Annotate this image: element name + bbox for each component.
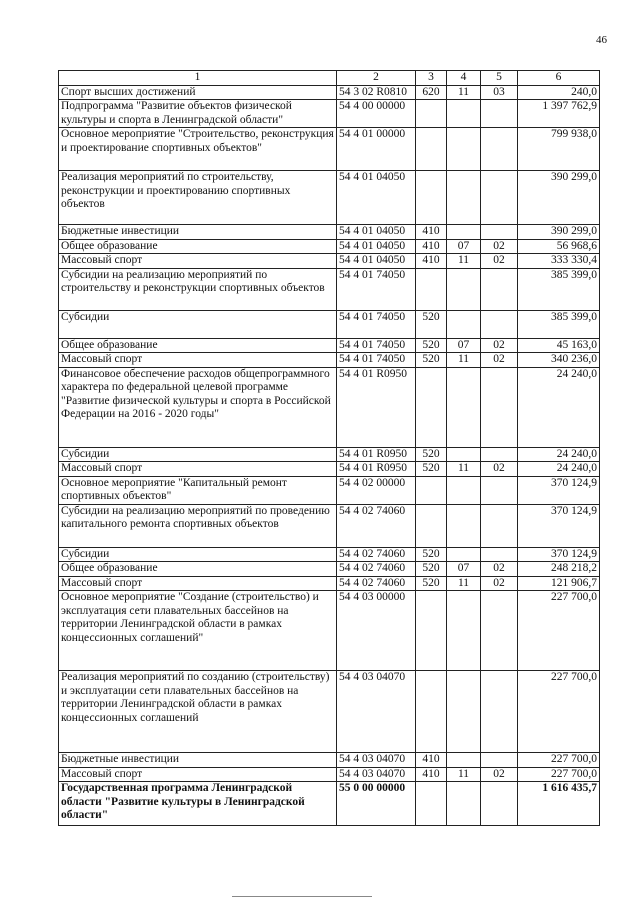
row-col3 xyxy=(416,100,447,128)
row-code: 54 4 01 R0950 xyxy=(337,447,416,462)
page-number: 46 xyxy=(596,34,607,46)
row-col3: 520 xyxy=(416,338,447,353)
row-col4: 07 xyxy=(447,338,481,353)
row-col3: 520 xyxy=(416,353,447,368)
row-col3 xyxy=(416,504,447,547)
table-row xyxy=(59,353,600,368)
row-amount: 390 299,0 xyxy=(518,171,600,225)
row-name: Массовый спорт xyxy=(59,254,337,269)
row-col3 xyxy=(416,476,447,504)
table-row xyxy=(59,85,600,100)
row-name: Подпрограмма "Развитие объектов физической культуры и спорта в Ленинградской области" xyxy=(59,100,337,128)
row-col3 xyxy=(416,591,447,671)
row-code: 54 4 03 00000 xyxy=(337,591,416,671)
row-col4 xyxy=(447,171,481,225)
table-row xyxy=(59,767,600,782)
table-row xyxy=(59,128,600,171)
row-code: 54 4 02 74060 xyxy=(337,576,416,591)
table-row xyxy=(59,338,600,353)
table-row xyxy=(59,462,600,477)
row-col5: 02 xyxy=(481,767,518,782)
row-name: Массовый спорт xyxy=(59,767,337,782)
row-col5 xyxy=(481,128,518,171)
table-header-row xyxy=(59,71,600,86)
row-amount: 1 616 435,7 xyxy=(518,782,600,826)
row-name: Субсидии xyxy=(59,547,337,562)
row-col3 xyxy=(416,128,447,171)
table-row xyxy=(59,753,600,768)
row-name: Общее образование xyxy=(59,338,337,353)
row-code: 54 4 01 04050 xyxy=(337,171,416,225)
row-col5: 02 xyxy=(481,562,518,577)
row-amount: 227 700,0 xyxy=(518,591,600,671)
row-col3: 410 xyxy=(416,753,447,768)
row-name: Основное мероприятие "Строительство, реконструкция и проектирование спортивных объектов" xyxy=(59,128,337,171)
row-code: 55 0 00 00000 xyxy=(337,782,416,826)
row-col5 xyxy=(481,591,518,671)
row-code: 54 4 01 04050 xyxy=(337,254,416,269)
row-code: 54 4 02 74060 xyxy=(337,562,416,577)
row-amount: 333 330,4 xyxy=(518,254,600,269)
row-col3: 520 xyxy=(416,562,447,577)
row-col3: 620 xyxy=(416,85,447,100)
row-code: 54 4 00 00000 xyxy=(337,100,416,128)
row-col3: 520 xyxy=(416,310,447,338)
row-code: 54 4 03 04070 xyxy=(337,767,416,782)
row-col4 xyxy=(447,367,481,447)
row-name: Бюджетные инвестиции xyxy=(59,753,337,768)
row-name: Субсидии на реализацию мероприятий по проведению капитального ремонта спортивных объектов xyxy=(59,504,337,547)
row-col3 xyxy=(416,367,447,447)
row-col5 xyxy=(481,671,518,753)
table-row xyxy=(59,254,600,269)
row-name: Массовый спорт xyxy=(59,462,337,477)
row-name: Финансовое обеспечение расходов общепрограммного характера по федеральной целевой программе "Развитие физической культуры и спорта в Российской Федерации на 2016 - 2020 годы" xyxy=(59,367,337,447)
row-code: 54 4 01 R0950 xyxy=(337,462,416,477)
row-col5 xyxy=(481,547,518,562)
row-amount: 799 938,0 xyxy=(518,128,600,171)
row-col4: 11 xyxy=(447,462,481,477)
row-col4: 07 xyxy=(447,239,481,254)
row-col4 xyxy=(447,504,481,547)
row-col4 xyxy=(447,100,481,128)
row-col5 xyxy=(481,753,518,768)
row-col3 xyxy=(416,782,447,826)
row-code: 54 4 02 74060 xyxy=(337,547,416,562)
row-col4: 11 xyxy=(447,254,481,269)
row-name: Государственная программа Ленинградской области "Развитие культуры в Ленинградской области" xyxy=(59,782,337,826)
row-amount: 24 240,0 xyxy=(518,447,600,462)
row-col5: 02 xyxy=(481,576,518,591)
header-cell: 5 xyxy=(481,71,518,86)
row-name: Реализация мероприятий по строительству, реконструкции и проектированию спортивных объектов xyxy=(59,171,337,225)
table-row xyxy=(59,576,600,591)
row-amount: 390 299,0 xyxy=(518,225,600,240)
row-col4: 11 xyxy=(447,576,481,591)
row-code: 54 4 02 00000 xyxy=(337,476,416,504)
row-col3: 410 xyxy=(416,239,447,254)
table-row xyxy=(59,268,600,310)
row-name: Массовый спорт xyxy=(59,576,337,591)
row-code: 54 4 03 04070 xyxy=(337,671,416,753)
row-col5 xyxy=(481,447,518,462)
row-col5: 03 xyxy=(481,85,518,100)
table-row xyxy=(59,591,600,671)
row-name: Общее образование xyxy=(59,562,337,577)
row-col3: 520 xyxy=(416,576,447,591)
row-amount: 248 218,2 xyxy=(518,562,600,577)
row-amount: 227 700,0 xyxy=(518,767,600,782)
row-name: Бюджетные инвестиции xyxy=(59,225,337,240)
row-col4 xyxy=(447,547,481,562)
row-col4 xyxy=(447,671,481,753)
row-col4 xyxy=(447,128,481,171)
row-col5 xyxy=(481,268,518,310)
row-col3: 520 xyxy=(416,547,447,562)
table-row xyxy=(59,547,600,562)
row-name: Основное мероприятие "Капитальный ремонт спортивных объектов" xyxy=(59,476,337,504)
row-col5 xyxy=(481,100,518,128)
row-amount: 340 236,0 xyxy=(518,353,600,368)
row-col3: 410 xyxy=(416,254,447,269)
row-col5 xyxy=(481,171,518,225)
row-col4 xyxy=(447,476,481,504)
row-col3: 410 xyxy=(416,767,447,782)
table-row xyxy=(59,171,600,225)
row-code: 54 4 01 74050 xyxy=(337,268,416,310)
row-name: Реализация мероприятий по созданию (строительству) и эксплуатации сети плавательных бассейнов на территории Ленинградской области в рамках концессионных соглашений xyxy=(59,671,337,753)
row-name: Спорт высших достижений xyxy=(59,85,337,100)
table-row xyxy=(59,225,600,240)
header-cell: 6 xyxy=(518,71,600,86)
header-cell: 1 xyxy=(59,71,337,86)
row-code: 54 4 01 74050 xyxy=(337,338,416,353)
row-col5: 02 xyxy=(481,254,518,269)
row-col3: 410 xyxy=(416,225,447,240)
row-amount: 1 397 762,9 xyxy=(518,100,600,128)
table-row xyxy=(59,504,600,547)
row-amount: 385 399,0 xyxy=(518,268,600,310)
row-amount: 370 124,9 xyxy=(518,547,600,562)
row-code: 54 3 02 R0810 xyxy=(337,85,416,100)
table-row xyxy=(59,562,600,577)
row-amount: 370 124,9 xyxy=(518,476,600,504)
row-col4: 11 xyxy=(447,767,481,782)
row-col5 xyxy=(481,782,518,826)
row-code: 54 4 01 04050 xyxy=(337,239,416,254)
row-col4 xyxy=(447,591,481,671)
row-col5 xyxy=(481,225,518,240)
row-name: Массовый спорт xyxy=(59,353,337,368)
row-name: Субсидии на реализацию мероприятий по строительству и реконструкции спортивных объектов xyxy=(59,268,337,310)
row-code: 54 4 01 R0950 xyxy=(337,367,416,447)
row-code: 54 4 01 00000 xyxy=(337,128,416,171)
row-col5 xyxy=(481,504,518,547)
row-col4 xyxy=(447,268,481,310)
row-col5 xyxy=(481,367,518,447)
row-col4 xyxy=(447,310,481,338)
table-row xyxy=(59,782,600,826)
row-amount: 45 163,0 xyxy=(518,338,600,353)
table-row xyxy=(59,671,600,753)
row-name: Общее образование xyxy=(59,239,337,254)
row-col3 xyxy=(416,268,447,310)
row-col3: 520 xyxy=(416,462,447,477)
row-code: 54 4 01 74050 xyxy=(337,353,416,368)
row-code: 54 4 01 04050 xyxy=(337,225,416,240)
row-col5 xyxy=(481,310,518,338)
table-row xyxy=(59,447,600,462)
row-amount: 385 399,0 xyxy=(518,310,600,338)
row-amount: 121 906,7 xyxy=(518,576,600,591)
row-amount: 227 700,0 xyxy=(518,671,600,753)
row-code: 54 4 03 04070 xyxy=(337,753,416,768)
row-amount: 56 968,6 xyxy=(518,239,600,254)
table-row xyxy=(59,239,600,254)
row-col4 xyxy=(447,447,481,462)
header-cell: 4 xyxy=(447,71,481,86)
row-amount: 227 700,0 xyxy=(518,753,600,768)
row-col3 xyxy=(416,671,447,753)
row-col4 xyxy=(447,782,481,826)
row-col5: 02 xyxy=(481,462,518,477)
budget-table xyxy=(58,70,600,826)
row-col3 xyxy=(416,171,447,225)
row-col5: 02 xyxy=(481,239,518,254)
row-col4: 11 xyxy=(447,85,481,100)
row-col4 xyxy=(447,225,481,240)
header-cell: 2 xyxy=(337,71,416,86)
row-col4: 11 xyxy=(447,353,481,368)
row-col5: 02 xyxy=(481,353,518,368)
row-col5 xyxy=(481,476,518,504)
row-amount: 370 124,9 xyxy=(518,504,600,547)
scan-artifact-line xyxy=(232,896,372,897)
row-name: Основное мероприятие "Создание (строительство) и эксплуатация сети плавательных бассейнов на территории Ленинградской области в рамках концессионных соглашений" xyxy=(59,591,337,671)
row-name: Субсидии xyxy=(59,310,337,338)
table-row xyxy=(59,476,600,504)
row-code: 54 4 01 74050 xyxy=(337,310,416,338)
row-amount: 24 240,0 xyxy=(518,367,600,447)
row-amount: 240,0 xyxy=(518,85,600,100)
row-col4: 07 xyxy=(447,562,481,577)
table-row xyxy=(59,310,600,338)
table-row xyxy=(59,100,600,128)
row-col4 xyxy=(447,753,481,768)
row-name: Субсидии xyxy=(59,447,337,462)
header-cell: 3 xyxy=(416,71,447,86)
row-col3: 520 xyxy=(416,447,447,462)
table-row xyxy=(59,367,600,447)
row-amount: 24 240,0 xyxy=(518,462,600,477)
row-col5: 02 xyxy=(481,338,518,353)
row-code: 54 4 02 74060 xyxy=(337,504,416,547)
